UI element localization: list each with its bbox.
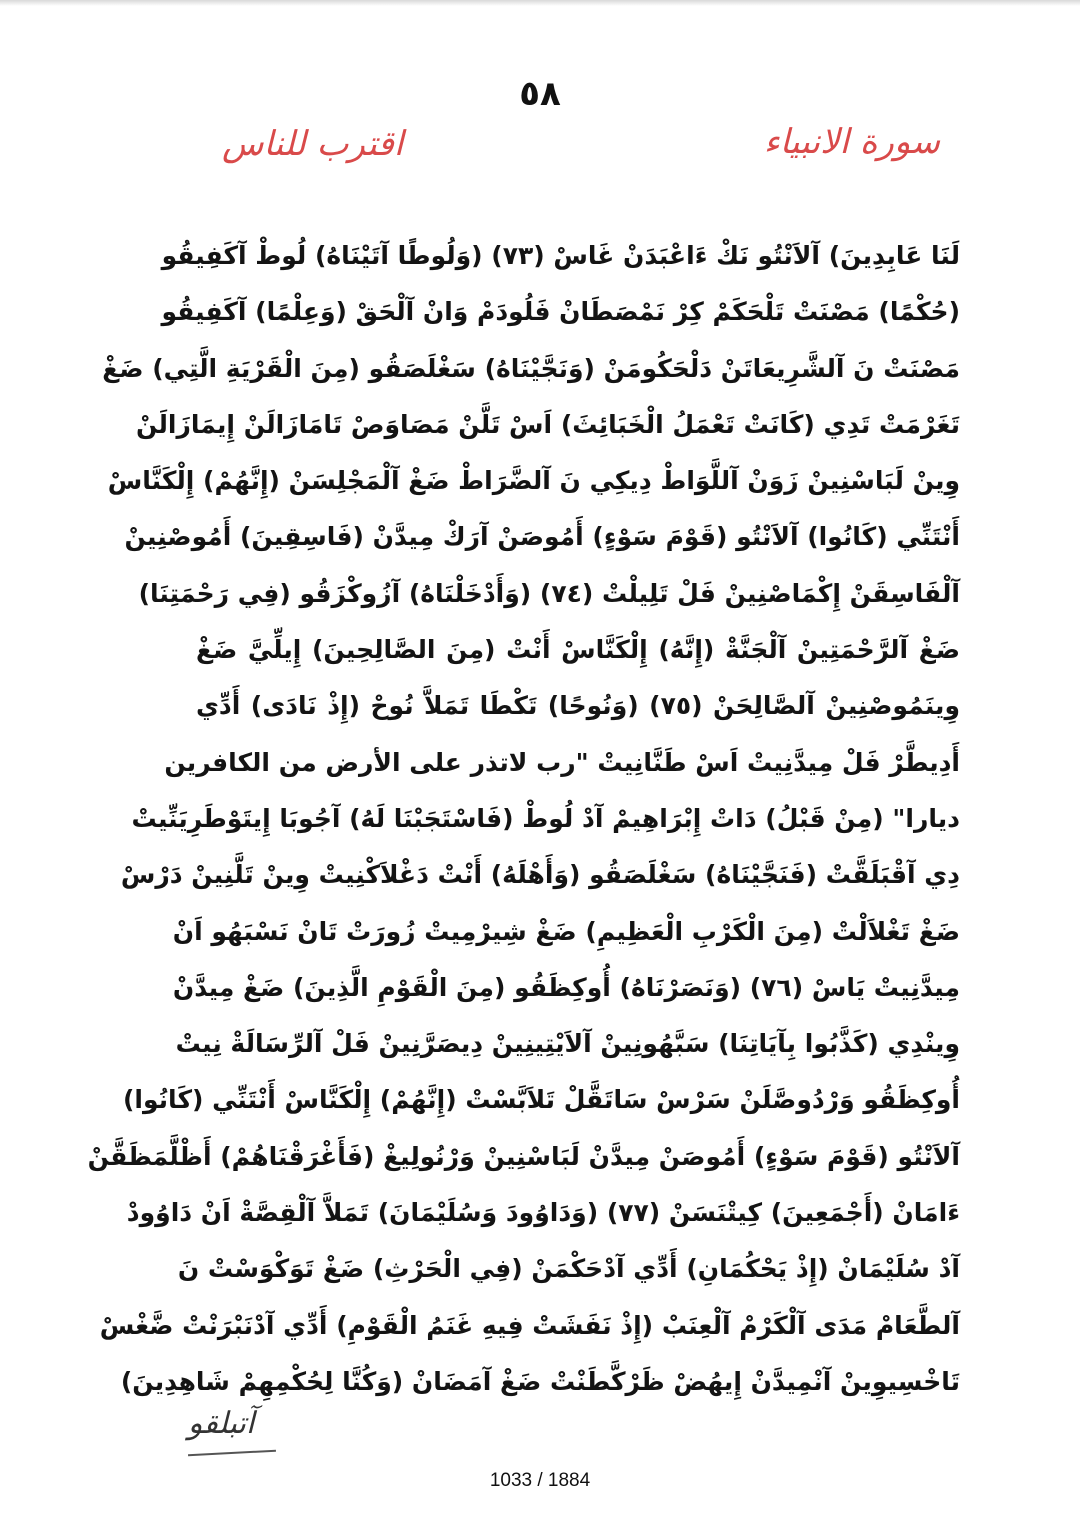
text-line: تَاخْسِيوِينْ آنْمِيدَّنْ إِيهُضْ ظَرْكَّطَنْتْ ضَغْ آمَضَانْ (وَكُنَّا لِحُكْمِهِمْ شَاهِدِينَ) (120, 1366, 960, 1396)
text-line: وِينَمُوصْنِينْ آلصَّالِحَنْ (٧٥) (وَنُوحًا) تَكْطَا تَمَلاَّ نُوحْ (إِذْ نَادَى) أَدِّي (196, 691, 960, 721)
text-line: ضَغْ آلرَّحْمَتِينْ آلْجَنَّةْ (إِنَّهُ) إِلْكَنَّاسْ أَنْتْ (مِنَ الصَّالِحِينَ) إِيلِّيَّ ضَغْ (196, 635, 960, 665)
text-line: تَغَرْمَتْ تَدِي (كَانَتْ تَعْمَلُ الْخَبَائِثَ) اَسْ تَلَّنْ مَصَاوَصْ تَامَازَالَنْ إِيمَازَالَنْ (136, 409, 960, 439)
text-line: أُوكِظَقُو وَرْدُوصَّلَنْ سَرْسْ سَاتَقَّلْ تَلاَبَّسْتْ (إِنَّهُمْ) إِلْكَنَّاسْ أَنْتَنِّي (كَانُوا) (123, 1085, 960, 1115)
page-number: ٥٨ (519, 74, 561, 114)
text-line: دِي آقْبَلَقَّتْ (فَنَجَّيْنَاهُ) سَغْلَصَقُو (وَأَهْلَهُ) أَنْتْ دَغْلاَكْنِيتْ وِينْ تَلَّنِينْ دَرْسْ (120, 860, 960, 890)
text-line: آلْفَاسِقَنْ إِكْمَاصْنِينْ فَلْ تَلِيلْتْ (٧٤) (وَأَدْخَلْنَاهُ) آزُوكْزَقُو (فِي رَحْمَتِنَا) (138, 578, 960, 608)
page-counter: 1033 / 1884 (489, 1470, 591, 1491)
scan-edge (0, 0, 1080, 6)
text-line: مَصْنَتْ نَ آلشَّرِيعَاتَنْ دَلْحَكُومَنْ (وَنَجَّيْنَاهُ) سَغْلَصَقُو (مِنَ الْقَرْيَةِ الَّتِي) ضَغْ (102, 353, 960, 383)
body-text (87, 228, 960, 1410)
text-line: آلطَّعَامْ مَدَى آلْكَرْمْ آلْعِنَبْ (إِذْ نَفَشَتْ فِيهِ غَنَمُ الْقَوْمِ) أَدِّي آدْنَبْرَنْتْ ضَّغْسْ (99, 1310, 960, 1340)
text-line: مِيدَّنِيتْ يَاسْ (٧٦) (وَنَصَرْنَاهُ) أُوكِظَقُو (مِنَ الْقَوْمِ الَّذِينَ) ضَغْ مِيدَّنْ (172, 972, 960, 1002)
catchword-handwritten: آتبلقو (188, 1406, 255, 1441)
text-line: أَنْتَنِّي (كَانُوا) آلاَنْتُو (قَوْمَ سَوْءٍ) أَمُوصَنْ آرَكْ مِيدَّنْ (فَاسِقِينَ) أَمُوصْنِينْ (124, 522, 960, 552)
text-line: وِينْدِي (كَذَّبُوا بِآيَاتِنَا) سَبَّهُونِينْ آلاَيْتِينِينْ دِيصَرَّنِينْ فَلْ آلرِّسَالَةْ نِيتْ (175, 1029, 960, 1059)
text-line: وِينْ لَبَاسْنِينْ زَوَنْ آللَّوَاطْ دِيكِي نَ آلضَّرَاطْ ضَغْ آلْمَجْلِسَنْ (إِنَّهُمْ) إِلْكَنَّاسْ (107, 466, 960, 496)
text-line: ديارا" (مِنْ قَبْلُ) دَاتْ إِبْرَاهِيمْ آدْ لُوطْ (فَاسْتَجَبْنَا لَهُ) آجُوبَا إِيتَوْطَرِيَنِّيتْ (131, 803, 960, 833)
text-line: آدْ سُلَيْمَانْ (إِذْ يَحْكُمَانِ) أَدِّي آدْحَكْمَنْ (فِي الْحَرْثِ) ضَغْ تَوَكْوَسْتْ نَ (177, 1254, 960, 1284)
text-line: ضَغْ تَغْلاَلْتْ (مِنَ الْكَرْبِ الْعَظِيمِ) ضَغْ شِيرْمِيتْ زُورَتْ تَانْ نَسْبَهُو اَنْ (172, 916, 960, 946)
text-line: لَنَا عَابِدِينَ) آلاَنْتُو نَكْ ءَاعْبَدَنْ غَاسْ (٧٣) (وَلُوطًا آتَيْنَاهُ) لُوطْ آكَفِيقُو (161, 241, 960, 270)
catchword-underline (188, 1450, 276, 1457)
text-line: أَدِيطَّرْ فَلْ مِيدَّنِيتْ اَسْ طَنَّانِيتْ "رب لاتذر على الأرض من الكافرين (164, 747, 960, 777)
juz-name-handwritten: اقترب للناس (222, 124, 404, 164)
text-line: آلاَنْتُو (قَوْمَ سَوْءٍ) أَمُوصَنْ مِيدَّنْ لَبَاسْنِينْ وَرْنُولِيغْ (فَأَغْرَقْنَاهُمْ) أَظْلَّمَظَقَّنْ (87, 1141, 960, 1171)
text-line: ءَامَانْ (أَجْمَعِينَ) كِيتْنَسَنْ (٧٧) (وَدَاوُودَ وَسُلَيْمَانَ) تَمَلاَّ آلْقِصَّةْ اَنْ دَاوُودْ (126, 1198, 960, 1228)
surah-name-handwritten: سورة الانبياء (763, 122, 940, 162)
text-line: (حُكْمًا) مَصْنَتْ تَلْحَكَمْ كِرْ نَمْصَطَانْ فَلُودَمْ وَانْ آلْحَقْ (وَعِلْمًا) آكَفِيقُو (161, 297, 960, 327)
